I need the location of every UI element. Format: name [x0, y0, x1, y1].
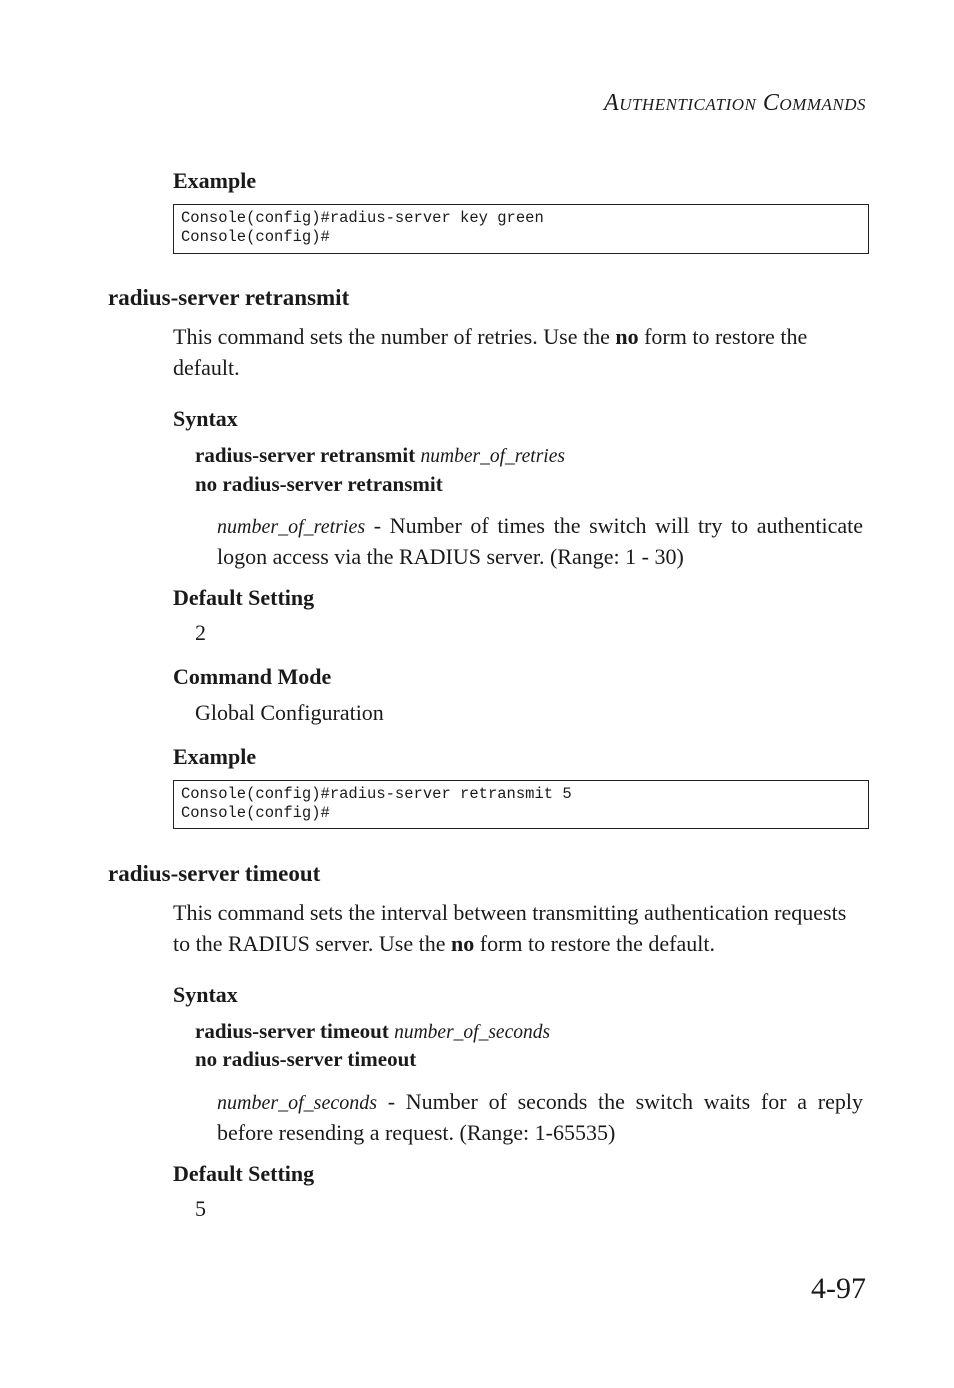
- code-line: Console(config)#radius-server retransmit 5: [181, 785, 572, 803]
- page-number: 4-97: [811, 1272, 866, 1305]
- example-heading: Example: [173, 744, 257, 769]
- parameter-description: number_of_retries - Number of times the switch will try to authenticate logon access via the RADIUS server. (Range: 1 - 30): [217, 513, 863, 569]
- default-setting-heading: Default Setting: [173, 1161, 315, 1186]
- syntax-no-command: no radius-server timeout: [195, 1047, 417, 1071]
- syntax-command: radius-server retransmit number_of_retries: [195, 443, 565, 467]
- parameter-description: number_of_seconds - Number of seconds the switch waits for a reply before resending a request. (Range: 1-65535): [217, 1089, 863, 1145]
- syntax-heading: Syntax: [173, 406, 238, 431]
- default-value: 5: [195, 1196, 206, 1221]
- timeout-description: This command sets the interval between transmitting authentication requests to the RADIUS server. Use the no form to restore the default.: [173, 900, 847, 956]
- default-value: 2: [195, 620, 206, 645]
- default-setting-heading: Default Setting: [173, 585, 315, 610]
- example-heading: Example: [173, 168, 257, 193]
- running-header: AUTHENTICATION COMMANDS: [604, 90, 866, 116]
- section-title-timeout: radius-server timeout: [108, 861, 321, 886]
- command-mode-value: Global Configuration: [195, 700, 384, 725]
- syntax-heading: Syntax: [173, 982, 238, 1007]
- code-line: Console(config)#radius-server key green: [181, 209, 544, 227]
- code-example-retransmit: [173, 780, 869, 829]
- retransmit-description: This command sets the number of retries. Use the no form to restore the default.: [173, 324, 808, 380]
- syntax-command: radius-server timeout number_of_seconds: [195, 1019, 551, 1043]
- code-line: Console(config)#: [181, 804, 330, 822]
- command-mode-heading: Command Mode: [173, 664, 332, 689]
- section-title-retransmit: radius-server retransmit: [108, 285, 350, 310]
- syntax-no-command: no radius-server retransmit: [195, 472, 443, 496]
- code-line: Console(config)#: [181, 228, 330, 246]
- code-example-key: [173, 204, 869, 254]
